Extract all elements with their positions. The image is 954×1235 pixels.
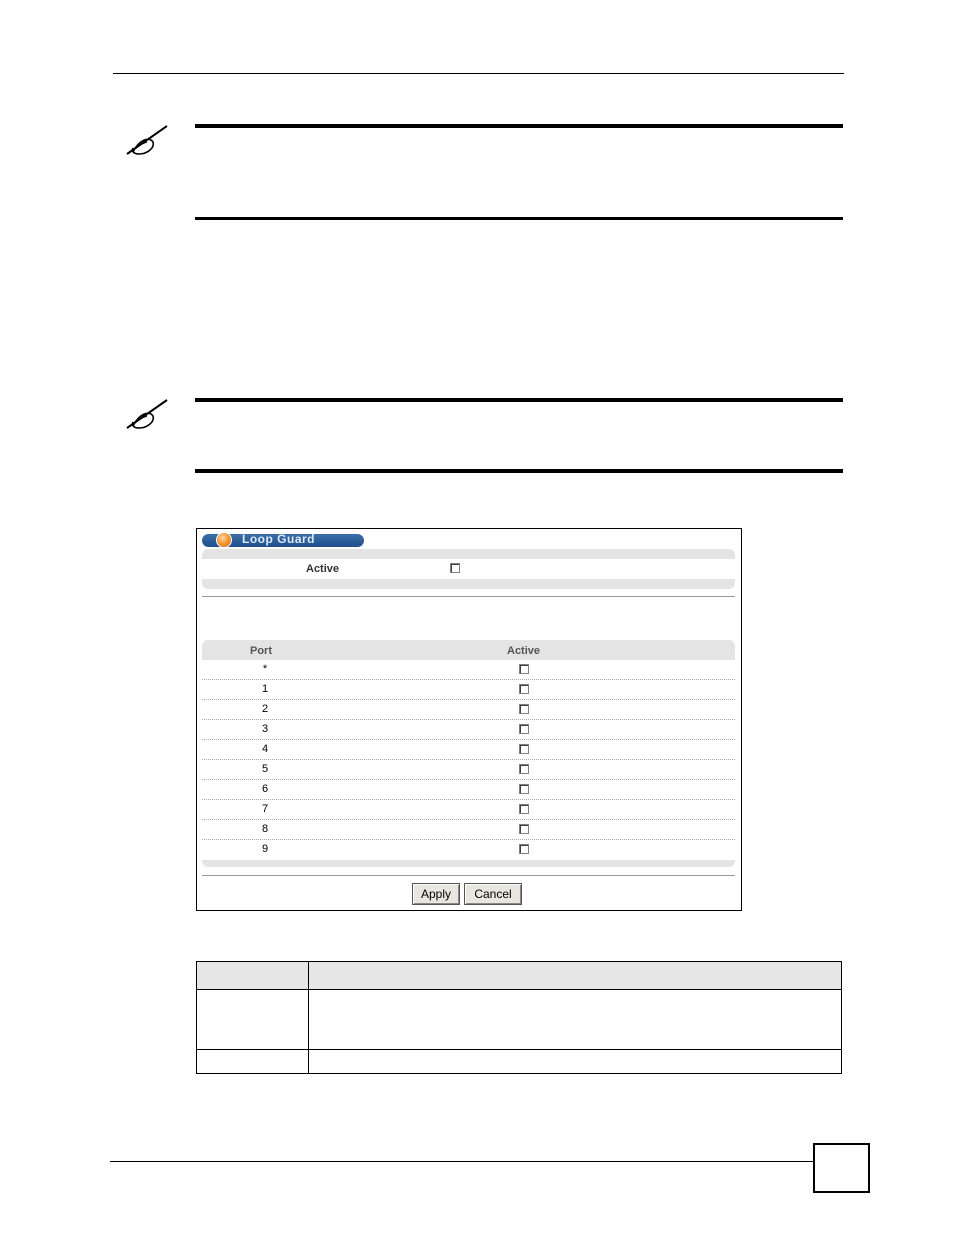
panel-title-bar (202, 534, 364, 547)
global-active-label: Active (306, 563, 340, 575)
loop-guard-screen (196, 528, 742, 911)
port-active-checkbox[interactable] (519, 724, 529, 734)
port-active-checkbox[interactable] (519, 664, 529, 674)
note-top-rule (195, 398, 843, 402)
table-row (202, 700, 735, 720)
table-row (202, 660, 735, 680)
port-column-header: Port (250, 645, 272, 657)
ports-table (202, 640, 735, 867)
port-active-checkbox[interactable] (519, 684, 529, 694)
note-top-rule (195, 124, 843, 128)
port-active-checkbox[interactable] (519, 704, 529, 714)
port-active-checkbox[interactable] (519, 764, 529, 774)
port-active-checkbox[interactable] (519, 824, 529, 834)
active-column-header: Active (507, 645, 541, 657)
table-row (202, 840, 735, 860)
table-row (202, 720, 735, 740)
note-pen-icon (123, 398, 173, 434)
port-number: 2 (261, 703, 269, 715)
port-number: 9 (261, 843, 269, 855)
port-number: 8 (261, 823, 269, 835)
column-divider (308, 962, 309, 1073)
note-bottom-rule (195, 217, 843, 220)
apply-button[interactable]: Apply (412, 883, 460, 905)
table-row (202, 780, 735, 800)
panel-title: Loop Guard (242, 532, 315, 546)
port-number: 4 (261, 743, 269, 755)
port-active-checkbox[interactable] (519, 844, 529, 854)
field-description-table (196, 961, 842, 1074)
port-number: 7 (261, 803, 269, 815)
table-header-row (197, 962, 841, 990)
row-divider (197, 1049, 841, 1050)
table-row (202, 820, 735, 840)
global-active-checkbox[interactable] (450, 563, 460, 573)
header-rule (113, 73, 844, 74)
port-number: 5 (261, 763, 269, 775)
port-number: * (262, 663, 268, 675)
global-settings-box (202, 549, 735, 589)
divider (202, 596, 735, 597)
note-bottom-rule (195, 469, 843, 473)
port-number: 6 (261, 783, 269, 795)
port-number: 1 (261, 683, 269, 695)
cancel-button[interactable]: Cancel (464, 883, 522, 905)
port-active-checkbox[interactable] (519, 744, 529, 754)
orb-icon (216, 532, 232, 548)
table-row (202, 760, 735, 780)
table-row (202, 680, 735, 700)
port-number: 3 (261, 723, 269, 735)
port-active-checkbox[interactable] (519, 804, 529, 814)
footer-rule (110, 1161, 814, 1162)
port-active-checkbox[interactable] (519, 784, 529, 794)
page-number-box (813, 1143, 870, 1193)
global-active-row (202, 559, 735, 579)
divider (202, 875, 735, 876)
table-row (202, 740, 735, 760)
note-pen-icon (123, 124, 173, 160)
table-row (202, 800, 735, 820)
